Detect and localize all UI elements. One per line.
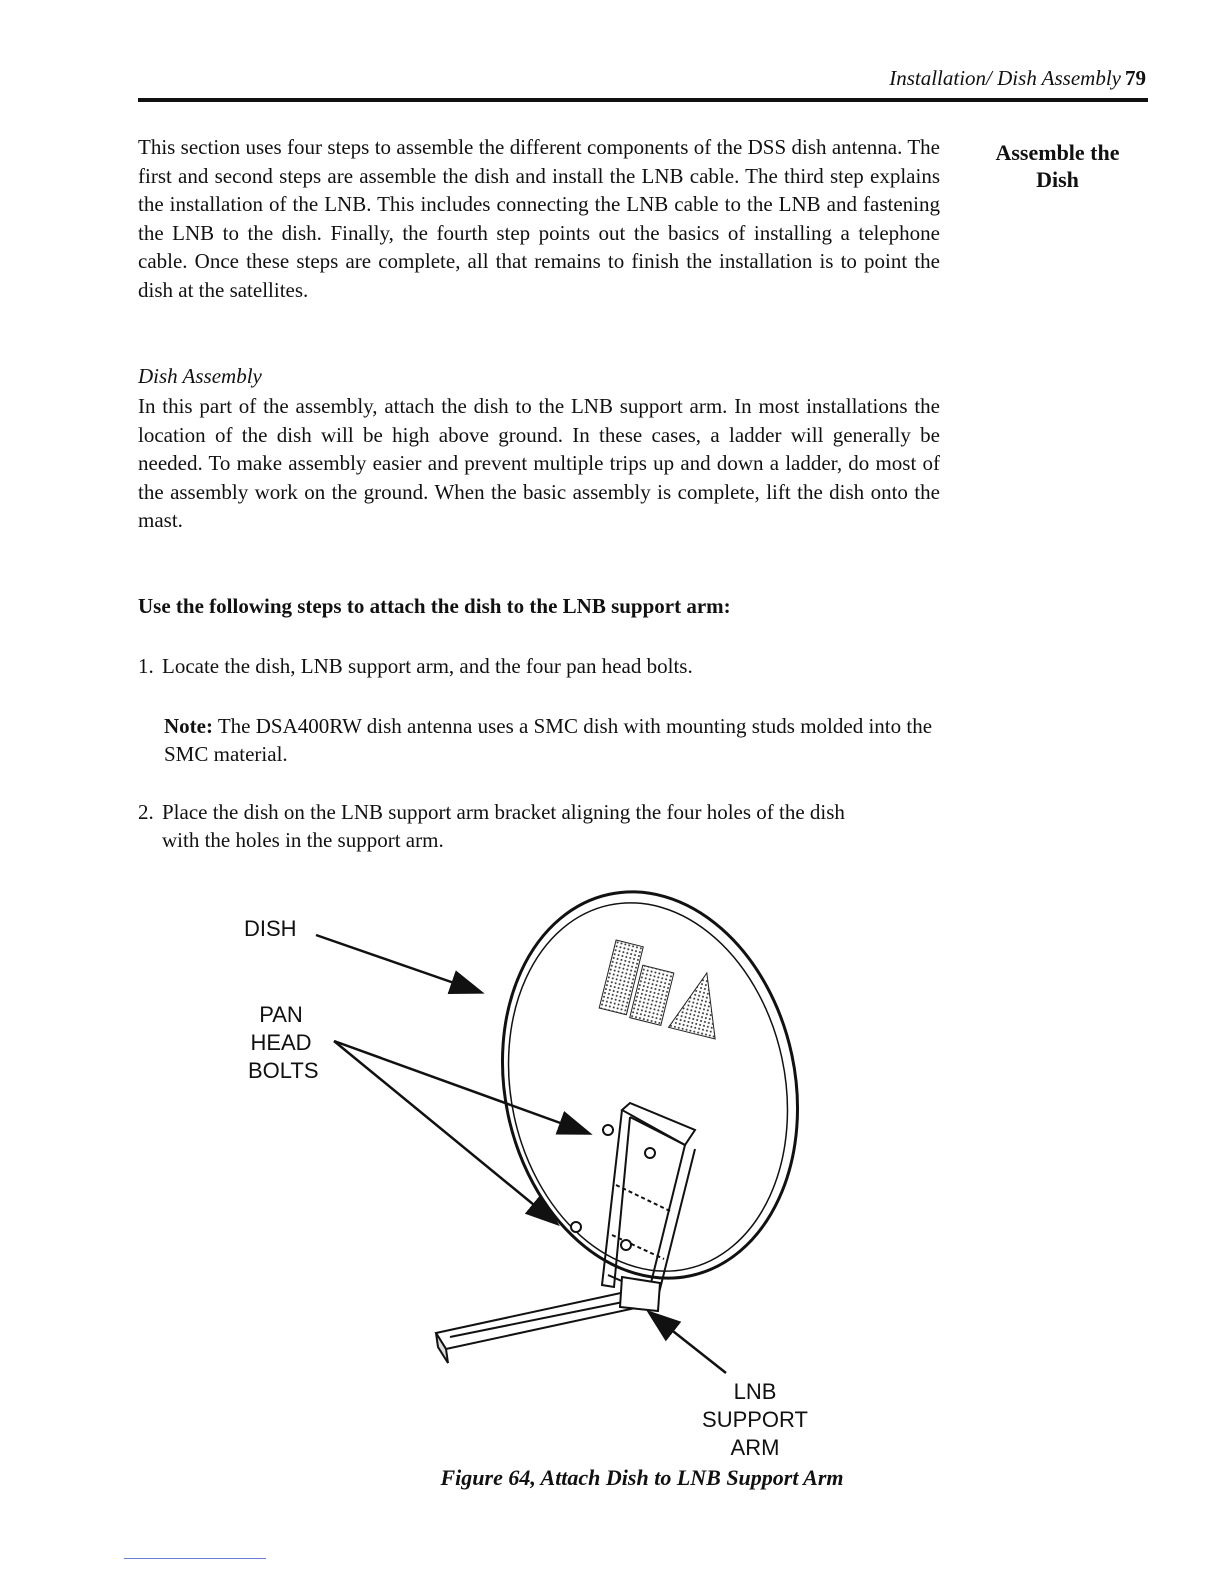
arrow-bolt-lower: [334, 1041, 556, 1223]
label-pan-head-bolts: [248, 1001, 319, 1085]
figure-caption: Figure 64, Attach Dish to LNB Support Arm: [440, 1465, 844, 1490]
label-arm: ARM: [730, 1435, 780, 1460]
label-lnb-support-arm: [690, 1378, 820, 1462]
step-1: [138, 652, 940, 680]
side-heading-line-1: Assemble the: [995, 140, 1120, 165]
step-2: [138, 798, 940, 854]
label-lnb: LNB: [733, 1379, 777, 1404]
step-2-number: 2.: [138, 800, 154, 824]
step-2-line-2: with the holes in the support arm.: [162, 828, 444, 852]
note: [164, 712, 944, 768]
lnb-support-arm: [436, 1277, 660, 1363]
dish-assembly-heading: Dish Assembly: [138, 364, 262, 388]
rca-logo: [590, 940, 733, 1074]
step-1-number: 1.: [138, 654, 154, 678]
step-2-line-1: Place the dish on the LNB support arm bracket aligning the four holes of the dish: [162, 800, 845, 824]
label-head: HEAD: [250, 1030, 312, 1055]
bolt-3: [571, 1222, 581, 1232]
footnote-rule: [124, 1558, 266, 1559]
side-heading-line-2: Dish: [1036, 167, 1079, 192]
support-bracket: [602, 1103, 695, 1297]
arrow-dish: [316, 935, 480, 992]
dish-inner-rim: [475, 877, 820, 1298]
header-rule: [138, 98, 1148, 102]
step-1-text: Locate the dish, LNB support arm, and the four pan head bolts.: [162, 654, 693, 678]
note-label: Note:: [164, 714, 213, 738]
dish-rim: [468, 864, 833, 1306]
rca-logo-text: RCA: [637, 1046, 662, 1062]
side-heading: [975, 139, 1140, 193]
arrow-bolt-upper: [334, 1041, 588, 1133]
label-dish: DISH: [244, 916, 297, 941]
dish-illustration: [230, 855, 850, 1385]
figure-64: [230, 855, 850, 1385]
label-pan: PAN: [259, 1002, 303, 1027]
intro-paragraph: This section uses four steps to assemble the different components of the DSS dish antenna. The first and second steps are assemble the dish and install the LNB cable. The third step explains the installation of the LNB. This includes connecting the LNB cable to the LNB and fastening the LNB to the dish. Finally, the fourth step points out the basics of installing a telephone cable. Once these steps are complete, all that remains to finish the installation is to point the dish at the satellites.: [138, 135, 940, 302]
header-section-title: Installation/ Dish Assembly: [889, 66, 1121, 90]
label-bolts: BOLTS: [248, 1058, 319, 1083]
note-text: The DSA400RW dish antenna uses a SMC dish with mounting studs molded into the SMC material.: [164, 714, 933, 766]
arrow-support-arm: [650, 1313, 726, 1373]
bolt-1: [603, 1125, 613, 1135]
dish-assembly-paragraph: In this part of the assembly, attach the dish to the LNB support arm. In most installations the location of the dish will be high above ground. In these cases, a ladder will generally be needed. To make assembly easier and prevent multiple trips up and down a ladder, do most of the assembly work on the ground. When the basic assembly is complete, lift the dish onto the mast.: [138, 394, 940, 532]
steps-heading: Use the following steps to attach the dish to the LNB support arm:: [138, 594, 731, 618]
page-number: 79: [1125, 66, 1146, 90]
running-header: [889, 66, 1146, 91]
label-support: SUPPORT: [702, 1407, 808, 1432]
bolt-4: [621, 1240, 631, 1250]
bolt-2: [645, 1148, 655, 1158]
